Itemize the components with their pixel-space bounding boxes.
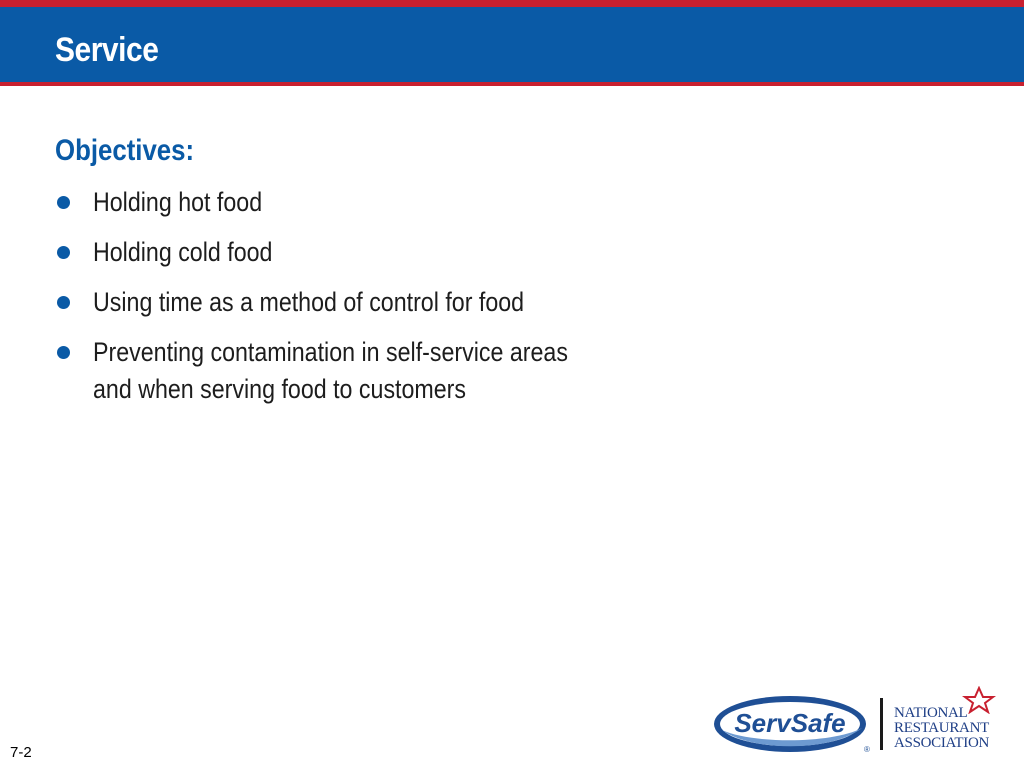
bullet-dot-icon: [57, 196, 70, 209]
nra-line-2: RESTAURANT: [894, 720, 989, 736]
bullet-text: Preventing contamination in self-service areas and when serving food to customers: [93, 337, 568, 404]
bullet-text: Holding hot food: [93, 187, 263, 217]
logo-divider: [880, 698, 883, 750]
bullet-text: Using time as a method of control for food: [93, 287, 525, 317]
bullet-dot-icon: [57, 246, 70, 259]
nra-line-3: ASSOCIATION: [894, 735, 990, 751]
svg-text:®: ®: [864, 745, 870, 754]
bullet-dot-icon: [57, 346, 70, 359]
objectives-heading: Objectives:: [55, 134, 195, 167]
servsafe-wordmark: ServSafe: [734, 708, 846, 738]
nra-logo: [894, 686, 1014, 756]
bullet-dot-icon: [57, 296, 70, 309]
slide-title: Service: [55, 31, 159, 69]
servsafe-logo: [712, 690, 872, 758]
nra-line-1: NATIONAL: [894, 705, 968, 721]
page-number: 7-2: [10, 744, 32, 761]
title-bottom-stripe: [0, 82, 1024, 86]
bullet-text: Holding cold food: [93, 237, 273, 267]
top-red-stripe: [0, 0, 1024, 7]
title-bar: [0, 7, 1024, 82]
